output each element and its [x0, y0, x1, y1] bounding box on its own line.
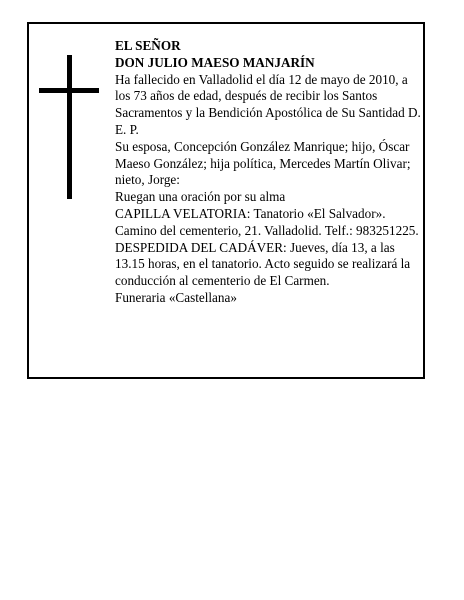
notice-heading-title: EL SEÑOR: [115, 38, 181, 53]
notice-text: [115, 38, 423, 307]
obituary-notice: [27, 22, 425, 379]
family-members: Su esposa, Concepción González Manrique; hijo, Óscar Maeso González; hija política, Mercedes Martín Olivar; nieto, Jorge:: [115, 138, 411, 188]
deceased-name: DON JULIO MAESO MANJARÍN: [115, 54, 315, 70]
death-announcement: Ha fallecido en Valladolid el día 12 de mayo de 2010, a los 73 años de edad, después de recibir los Santos Sacramentos y la Bendición Apostólica de Su Santidad D. E. P.: [115, 71, 421, 137]
funeral-home: Funeraria «Castellana»: [115, 289, 237, 305]
cross-vertical-bar: [67, 55, 72, 199]
cross-icon: [39, 55, 99, 199]
funeral-service-info: DESPEDIDA DEL CADÁVER: Jueves, día 13, a las 13.15 horas, en el tanatorio. Acto seguido se realizará la conducción al cementerio de El Carmen.: [115, 239, 411, 289]
funeral-chapel-info: CAPILLA VELATORIA: Tanatorio «El Salvador». Camino del cementerio, 21. Valladolid. Telf.: 983251225.: [115, 205, 419, 238]
prayer-request: Ruegan una oración por su alma: [115, 189, 286, 205]
cross-horizontal-bar: [39, 88, 99, 93]
